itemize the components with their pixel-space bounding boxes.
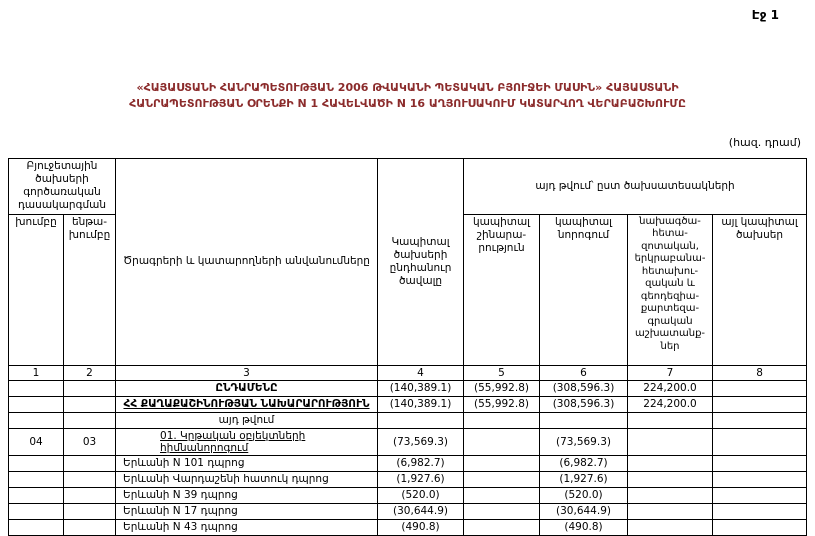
table-row-ministry xyxy=(9,396,807,412)
column-number-5: 5 xyxy=(464,365,540,380)
header-group: խումբը xyxy=(9,214,64,365)
cell-repair: (1,927.6) xyxy=(540,471,628,487)
cell-name: ԸՆԴԱՄԵՆԸ xyxy=(116,380,378,396)
budget-table-container xyxy=(8,158,807,536)
cell-design: 224,200.0 xyxy=(628,380,713,396)
column-number-6: 6 xyxy=(540,365,628,380)
cell-group xyxy=(9,380,64,396)
column-number-3: 3 xyxy=(116,365,378,380)
table-row-including xyxy=(9,412,807,428)
table-row-school xyxy=(9,471,807,487)
cell-total: (1,927.6) xyxy=(378,471,464,487)
cell-other xyxy=(713,455,807,471)
cell-subgroup xyxy=(64,503,116,519)
cell-subgroup xyxy=(64,487,116,503)
page-number-label: Էջ 1 xyxy=(751,8,779,22)
cell-total: (140,389.1) xyxy=(378,396,464,412)
cell-subgroup xyxy=(64,380,116,396)
column-number-7: 7 xyxy=(628,365,713,380)
table-row-school xyxy=(9,455,807,471)
table-row-school xyxy=(9,487,807,503)
cell-total: (520.0) xyxy=(378,487,464,503)
table-row-program xyxy=(9,428,807,455)
cell-repair: (308,596.3) xyxy=(540,380,628,396)
cell-total xyxy=(378,412,464,428)
cell-group xyxy=(9,503,64,519)
cell-name: ՀՀ ՔԱՂԱՔԱՇԻՆՈՒԹՅԱՆ ՆԱԽԱՐԱՐՈՒԹՅՈՒՆ xyxy=(116,396,378,412)
header-by-expenditure-type: այդ թվում՝ ըստ ծախսատեսակների xyxy=(464,159,807,215)
cell-design xyxy=(628,503,713,519)
cell-design xyxy=(628,428,713,455)
cell-design xyxy=(628,487,713,503)
cell-design xyxy=(628,455,713,471)
cell-group xyxy=(9,412,64,428)
cell-group xyxy=(9,471,64,487)
header-subgroup: ենթա-խումբը xyxy=(64,214,116,365)
cell-construction xyxy=(464,412,540,428)
budget-table xyxy=(8,158,807,536)
cell-total: (140,389.1) xyxy=(378,380,464,396)
cell-other xyxy=(713,412,807,428)
table-row-school xyxy=(9,503,807,519)
cell-construction: (55,992.8) xyxy=(464,380,540,396)
cell-other xyxy=(713,428,807,455)
cell-design: 224,200.0 xyxy=(628,396,713,412)
cell-other xyxy=(713,380,807,396)
header-functional-classification: Բյուջետային ծախսերի գործառական դասակարգման xyxy=(9,159,116,215)
cell-other xyxy=(713,519,807,535)
column-number-2: 2 xyxy=(64,365,116,380)
cell-subgroup xyxy=(64,519,116,535)
column-number-8: 8 xyxy=(713,365,807,380)
cell-group xyxy=(9,396,64,412)
header-design-research: նախագծա-հետա-զոտական, երկրաբանա-հետախու-զական և գեոդեզիա-քարտեզա-գրական աշխատանք-ներ xyxy=(628,214,713,365)
cell-repair: (308,596.3) xyxy=(540,396,628,412)
header-capital-total: Կապիտալ ծախսերի ընդհանուր ծավալը xyxy=(378,159,464,366)
cell-group xyxy=(9,519,64,535)
column-number-4: 4 xyxy=(378,365,464,380)
cell-subgroup xyxy=(64,471,116,487)
cell-design xyxy=(628,471,713,487)
cell-subgroup xyxy=(64,396,116,412)
cell-repair: (30,644.9) xyxy=(540,503,628,519)
cell-design xyxy=(628,412,713,428)
document-title-line2: ՀԱՆՐԱՊԵՏՈՒԹՅԱՆ ՕՐԵՆՔԻ N 1 ՀԱՎԵԼՎԱԾԻ N 16 ԱՂՅՈՒՍԱԿՈՒՄ ԿԱՏԱՐՎՈՂ ՎԵՐԱԲԱՇԽՈՒՄԸ xyxy=(129,96,686,110)
column-number-1: 1 xyxy=(9,365,64,380)
cell-construction xyxy=(464,487,540,503)
cell-total: (490.8) xyxy=(378,519,464,535)
cell-subgroup xyxy=(64,412,116,428)
cell-repair: (6,982.7) xyxy=(540,455,628,471)
cell-design xyxy=(628,519,713,535)
cell-construction xyxy=(464,519,540,535)
cell-construction xyxy=(464,455,540,471)
cell-name: Երևանի N 101 դպրոց xyxy=(116,455,378,471)
cell-construction xyxy=(464,471,540,487)
cell-total: (6,982.7) xyxy=(378,455,464,471)
cell-name: Երևանի Վարդաշենի հատուկ դպրոց xyxy=(116,471,378,487)
header-programs: Ծրագրերի և կատարողների անվանումները xyxy=(116,159,378,366)
cell-other xyxy=(713,471,807,487)
header-capital-repair: կապիտալ նորոգում xyxy=(540,214,628,365)
cell-repair xyxy=(540,412,628,428)
document-title-line1: «ՀԱՅԱՍՏԱՆԻ ՀԱՆՐԱՊԵՏՈՒԹՅԱՆ 2006 ԹՎԱԿԱՆԻ ՊԵՏԱԿԱՆ ԲՅՈՒՋԵԻ ՄԱՍԻՆ» ՀԱՅԱՍՏԱՆԻ xyxy=(136,81,679,94)
cell-name: 01. Կրթական օբյեկտների հիմնանորոգում xyxy=(116,428,378,455)
column-numbers-row xyxy=(9,365,807,380)
cell-subgroup xyxy=(64,455,116,471)
cell-group xyxy=(9,455,64,471)
cell-name: այդ թվում xyxy=(116,412,378,428)
cell-name: Երևանի N 39 դպրոց xyxy=(116,487,378,503)
cell-repair: (73,569.3) xyxy=(540,428,628,455)
cell-other xyxy=(713,487,807,503)
cell-construction xyxy=(464,503,540,519)
document-title xyxy=(10,80,805,112)
cell-group xyxy=(9,487,64,503)
header-capital-construction: կապիտալ շինարա-րություն xyxy=(464,214,540,365)
header-row-top xyxy=(9,159,807,215)
table-row-total xyxy=(9,380,807,396)
cell-total: (30,644.9) xyxy=(378,503,464,519)
cell-other xyxy=(713,396,807,412)
currency-unit-note: (հազ. դրամ) xyxy=(728,136,801,149)
cell-subgroup: 03 xyxy=(64,428,116,455)
cell-other xyxy=(713,503,807,519)
header-other-capital: այլ կապիտալ ծախսեր xyxy=(713,214,807,365)
cell-construction xyxy=(464,428,540,455)
cell-construction: (55,992.8) xyxy=(464,396,540,412)
cell-repair: (490.8) xyxy=(540,519,628,535)
cell-repair: (520.0) xyxy=(540,487,628,503)
cell-total: (73,569.3) xyxy=(378,428,464,455)
cell-name: Երևանի N 43 դպրոց xyxy=(116,519,378,535)
cell-group: 04 xyxy=(9,428,64,455)
cell-name: Երևանի N 17 դպրոց xyxy=(116,503,378,519)
table-row-school xyxy=(9,519,807,535)
